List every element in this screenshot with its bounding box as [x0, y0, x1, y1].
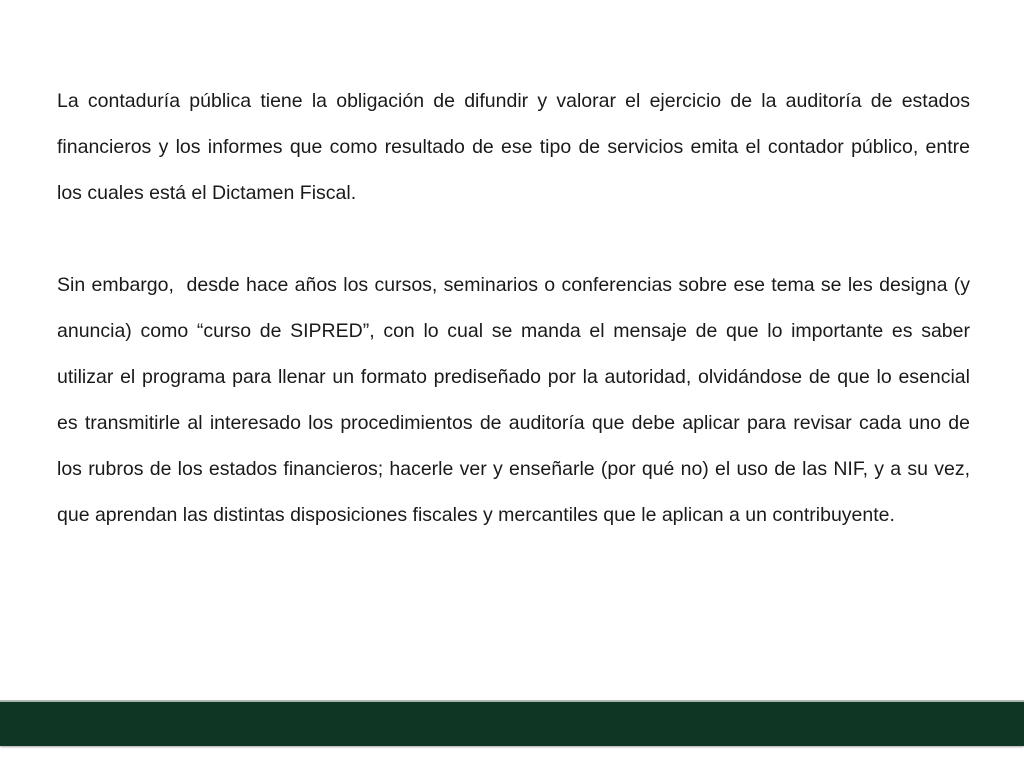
paragraph-2: Sin embargo, desde hace años los cursos, seminarios o conferencias sobre ese tema se les designa (y anuncia) como “curso de SIPRED”, con lo cual se manda el mensaje de que lo importante es saber utilizar el programa para llenar un formato prediseñado por la autoridad, olvidándose de que lo esencial es transmitirle al interesado los procedimientos de auditoría que debe aplicar para revisar cada uno de los rubros de los estados financieros; hacerle ver y enseñarle (por qué no) el uso de las NIF, y a su vez, que aprendan las distintas disposiciones fiscales y mercantiles que le aplican a un contribuyente. — [57, 274, 976, 526]
paragraph-1: La contaduría pública tiene la obligación de difundir y valorar el ejercicio de la auditoría de estados financieros y los informes que como resultado de ese tipo de servicios emita el contador público, entre los cuales está el Dictamen Fiscal. — [57, 90, 976, 204]
footer-bar — [0, 702, 1024, 746]
slide-body — [57, 78, 976, 538]
